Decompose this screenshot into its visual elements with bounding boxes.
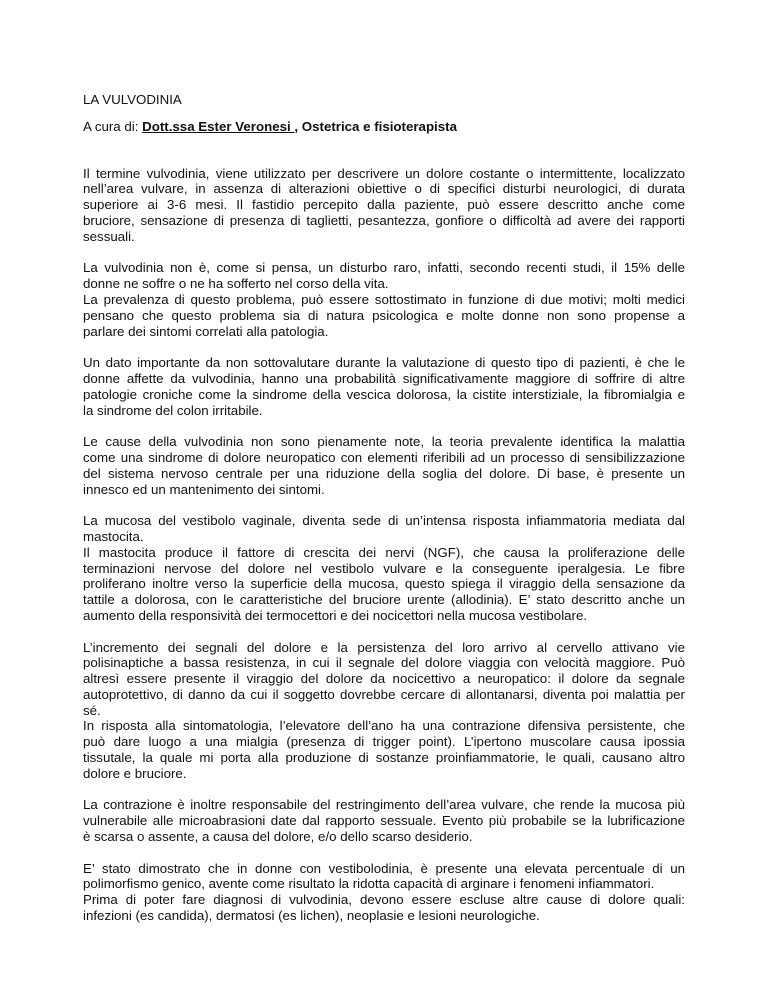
text-line: è scarsa o assente, a causa del dolore, e/o dello scarso desiderio. (83, 829, 473, 845)
text-line: patologie croniche come la sindrome della vescica dolorosa, la cistite interstiziale, la fibromialgia e (83, 386, 685, 402)
text-line: vulnerabile alle microabrasioni date dal rapporto sessuale. Evento più probabile se la lubrificazione (83, 813, 685, 829)
byline-prefix: A cura di: (83, 118, 143, 134)
text-line: infezioni (es candida), dermatosi (es lichen), neoplasie e lesioni neurologiche. (83, 908, 540, 924)
text-line: La prevalenza di questo problema, può essere sottostimato in funzione di due motivi; molti medici (83, 291, 685, 307)
text-line: come una sindrome di dolore neuropatico con elementi riferibili ad un processo di sensibilizzazione (83, 449, 685, 465)
text-line: Il mastocita produce il fattore di crescita dei nervi (NGF), che causa la proliferazione delle (83, 544, 685, 560)
text-line: La vulvodinia non è, come si pensa, un disturbo raro, infatti, secondo recenti studi, il 15% delle (83, 260, 685, 276)
text-line: sé. (83, 702, 101, 718)
text-line: altresì essere presente il viraggio del dolore da nocicettivo a neuropatico: il dolore da segnale (83, 671, 685, 687)
paragraph (83, 260, 685, 292)
text-line: può dare luogo a una mialgia (presenza di trigger point). L’ipertono muscolare causa ipossia (83, 734, 685, 750)
text-line: la sindrome del colon irritabile. (83, 402, 263, 418)
text-line: superiore ai 3-6 mesi. Il fastidio percepito dalla paziente, può essere descritto anche come (83, 197, 685, 213)
text-line: Un dato importante da non sottovalutare durante la valutazione di questo tipo di pazienti, è che le (83, 355, 685, 371)
text-line: proliferano inoltre verso la superficie della mucosa, questo spiega il viraggio della sensazione da (83, 576, 685, 592)
paragraph (83, 166, 685, 245)
text-line: del sistema nervoso centrale per una riduzione della soglia del dolore. Di base, è presente un (83, 465, 685, 481)
paragraph (83, 513, 685, 545)
text-line: dolore e bruciore. (83, 765, 187, 781)
text-line: La mucosa del vestibolo vaginale, diventa sede di un’intensa risposta infiammatoria mediata dal (83, 513, 685, 529)
text-line: polimorfismo genico, avente come risultato la ridotta capacità di arginare i fenomeni infiammatori. (83, 876, 655, 892)
document-title: LA VULVODINIA (83, 92, 182, 107)
text-line: terminazioni nervose del dolore nel vestibolo vulvare e la conseguente iperalgesia. Le fibre (83, 560, 685, 576)
document-body (83, 166, 685, 924)
text-line: tissutale, la quale mi porta alla produzione di sostanze proinfiammatorie, le quali, causano altro (83, 750, 685, 766)
paragraph (83, 892, 685, 924)
paragraph (83, 718, 685, 781)
text-line: tattile a dolorosa, con le caratteristiche del bruciore urente (allodinia). E’ stato descritto anche un (83, 592, 685, 608)
text-line: innesco ed un mantenimento dei sintomi. (83, 481, 325, 497)
text-line: La contrazione è inoltre responsabile del restringimento dell’area vulvare, che rende la mucosa più (83, 797, 685, 813)
text-line: E’ stato dimostrato che in donne con vestibolodinia, è presente una elevata percentuale di un (83, 860, 685, 876)
author-name: Dott.ssa Ester Veronesi (142, 118, 295, 134)
paragraph-block (83, 861, 685, 924)
paragraph (83, 797, 685, 844)
text-line: polisinaptiche a bassa resistenza, in cui il segnale del dolore viaggia con velocità maggiore. Può (83, 655, 685, 671)
document-page (83, 92, 685, 940)
paragraph (83, 545, 685, 624)
text-line: In risposta alla sintomatologia, l’elevatore dell’ano ha una contrazione difensiva persistente, che (83, 718, 685, 734)
paragraph (83, 355, 685, 418)
paragraph-block (83, 260, 685, 339)
text-line: Il termine vulvodinia, viene utilizzato per descrivere un dolore costante o intermittente, localizzato (83, 165, 685, 181)
text-line: L’incremento dei segnali del dolore e la persistenza del loro arrivo al cervello attivano vie (83, 639, 685, 655)
text-line: mastocita. (83, 528, 144, 544)
text-line: sessuali. (83, 228, 135, 244)
text-line: autoprotettivo, di danno da cui il soggetto dovrebbe cercare di allontanarsi, diventa poi malattia per (83, 686, 685, 702)
text-line: donne affette da vulvodinia, hanno una probabilità significativamente maggiore di soffrire di altre (83, 370, 685, 386)
byline (83, 119, 685, 135)
paragraph-block (83, 166, 685, 245)
text-line: Prima di poter fare diagnosi di vulvodinia, devono essere escluse altre cause di dolore quali: (83, 892, 685, 908)
text-line: Le cause della vulvodinia non sono pienamente note, la teoria prevalente identifica la malattia (83, 434, 685, 450)
paragraph-block (83, 355, 685, 418)
paragraph-block (83, 434, 685, 497)
text-line: aumento della responsività dei termocettori e dei nocicettori nella mucosa vestibolare. (83, 607, 588, 623)
paragraph (83, 434, 685, 497)
author-role: , Ostetrica e fisioterapista (294, 118, 457, 134)
text-line: pensano che questo problema sia di natura psicologica e molte donne non sono propense a (83, 307, 685, 323)
paragraph (83, 640, 685, 719)
paragraph-block (83, 797, 685, 844)
paragraph (83, 292, 685, 339)
text-line: parlare dei sintomi correlati alla patologia. (83, 323, 329, 339)
text-line: nell’area vulvare, in assenza di alterazioni obiettive o di specifici disturbi neurologici, di durata (83, 181, 685, 197)
paragraph-block (83, 640, 685, 782)
text-line: bruciore, sensazione di presenza di taglietti, pesantezza, gonfiore o difficoltà ad avere dei rapporti (83, 212, 685, 228)
paragraph (83, 861, 685, 893)
text-line: donne ne soffre o ne ha sofferto nel corso della vita. (83, 276, 389, 292)
paragraph-block (83, 513, 685, 624)
